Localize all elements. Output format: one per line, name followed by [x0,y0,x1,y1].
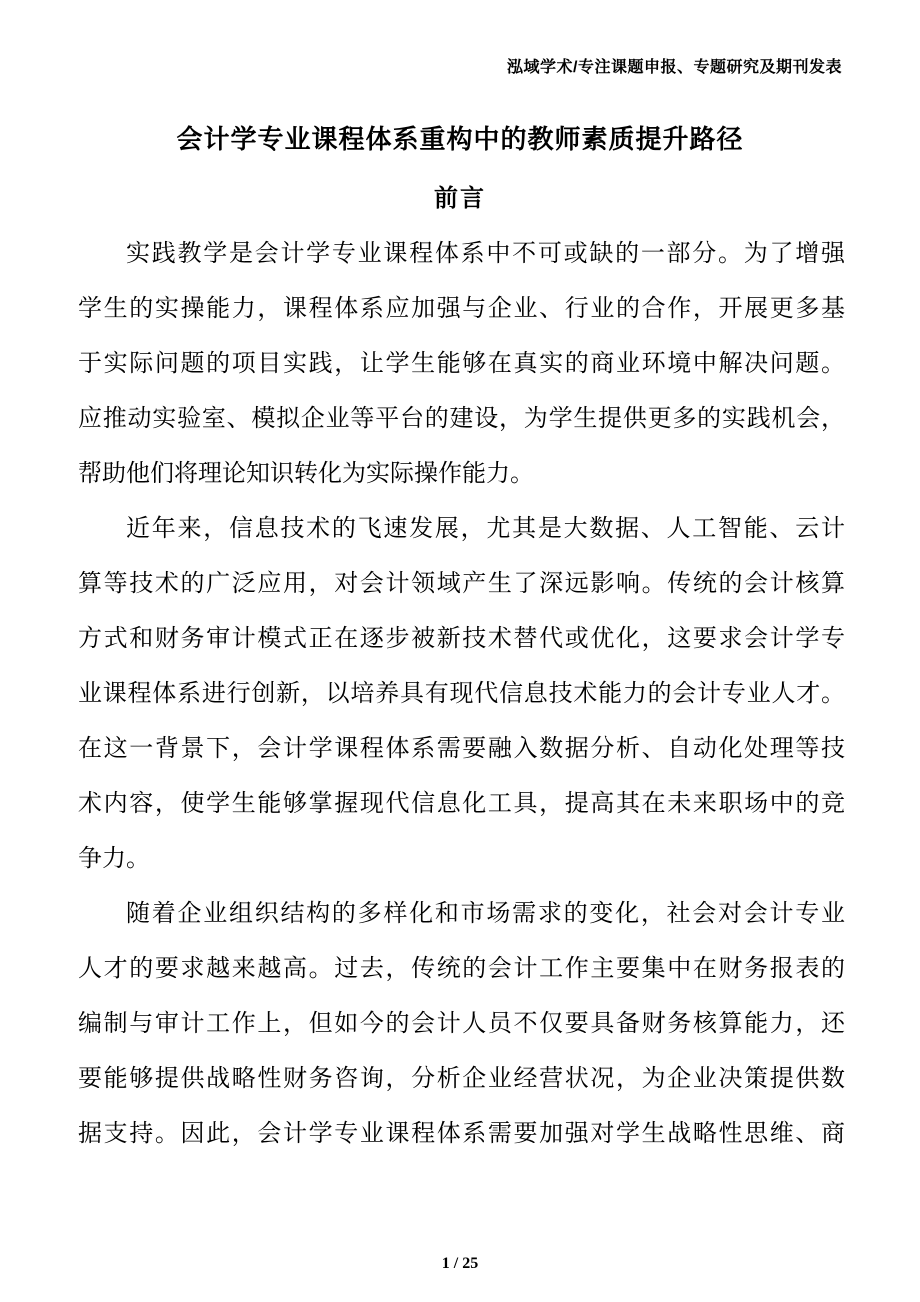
body-line: 应推动实验室、模拟企业等平台的建设，为学生提供更多的实践机会， [78,406,845,432]
body-line: 随着企业组织结构的多样化和市场需求的变化，社会对会计专业 [126,901,845,927]
paragraph [78,887,845,1162]
body-line: 学生的实操能力，课程体系应加强与企业、行业的合作，开展更多基 [78,296,845,322]
paragraph [78,227,845,502]
body-line: 术内容，使学生能够掌握现代信息化工具，提高其在未来职场中的竞 [78,791,845,817]
body-line: 方式和财务审计模式正在逐步被新技术替代或优化，这要求会计学专 [78,626,845,652]
body-line: 算等技术的广泛应用，对会计领域产生了深远影响。传统的会计核算 [78,571,845,597]
body-line: 编制与审计工作上，但如今的会计人员不仅要具备财务核算能力，还 [78,1011,845,1037]
paragraph [78,502,845,887]
body-line: 人才的要求越来越高。过去，传统的会计工作主要集中在财务报表的 [78,956,845,982]
body-line: 要能够提供战略性财务咨询，分析企业经营状况，为企业决策提供数 [78,1066,845,1092]
body-line: 争力。 [78,846,150,872]
header-brand: 泓域学术/专注课题申报、专题研究及期刊发表 [507,59,842,76]
body-line: 实践教学是会计学专业课程体系中不可或缺的一部分。为了增强 [126,241,845,267]
body-line: 近年来，信息技术的飞速发展，尤其是大数据、人工智能、云计 [126,516,845,542]
body-line: 据支持。因此，会计学专业课程体系需要加强对学生战略性思维、商 [78,1121,845,1147]
document-title: 会计学专业课程体系重构中的教师素质提升路径 [176,124,744,154]
page-number: 1 / 25 [441,1255,479,1272]
body-line: 在这一背景下，会计学课程体系需要融入数据分析、自动化处理等技 [78,736,845,762]
body-line: 帮助他们将理论知识转化为实际操作能力。 [78,461,534,487]
document-body [78,227,845,1162]
body-line: 业课程体系进行创新，以培养具有现代信息技术能力的会计专业人才。 [78,681,845,707]
section-heading: 前言 [434,185,486,212]
body-line: 于实际问题的项目实践，让学生能够在真实的商业环境中解决问题。 [78,351,845,377]
